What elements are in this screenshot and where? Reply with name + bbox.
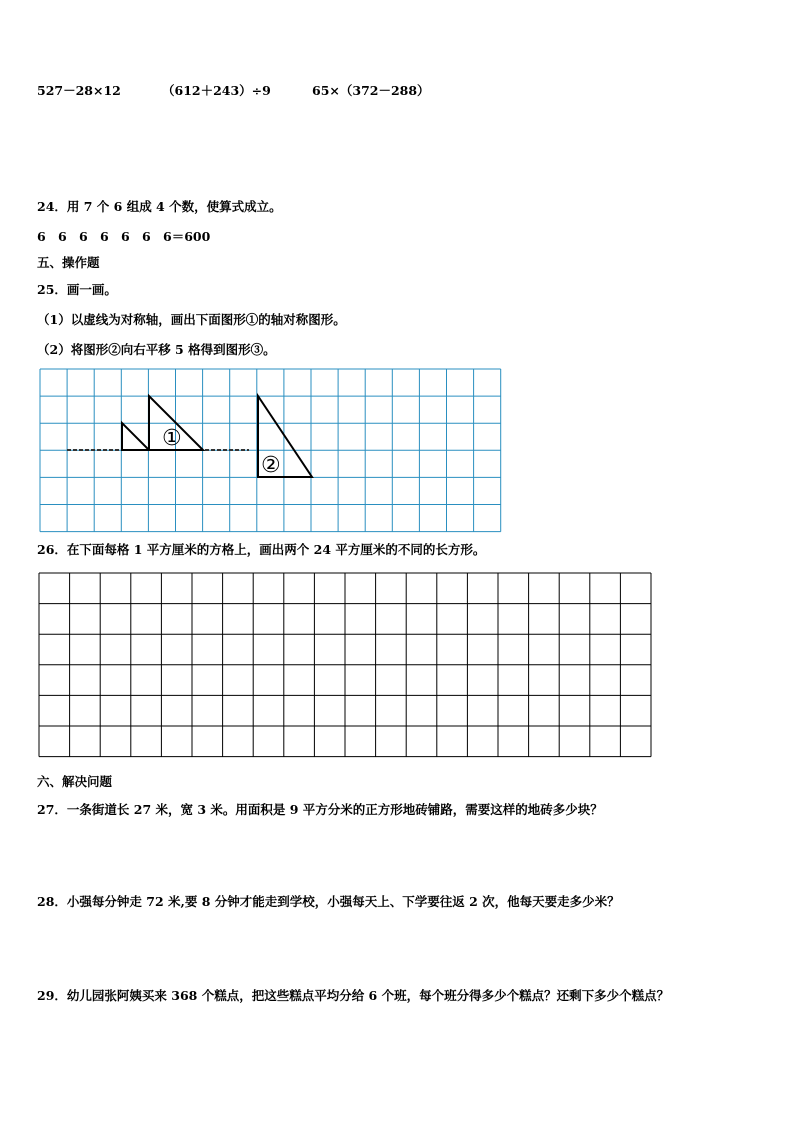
equation-term: 6 — [58, 229, 67, 244]
question-27: 27．一条街道长 27 米，宽 3 米。用面积是 9 平方分米的正方形地砖铺路，需要这样的地砖多少块？ — [37, 802, 603, 817]
question-24: 24．用 7 个 6 组成 4 个数，使算式成立。 — [37, 199, 282, 214]
question-25: 25．画一画。 — [37, 282, 117, 297]
equation-term: 6 — [142, 229, 151, 244]
question-28: 28．小强每分钟走 72 米,要 8 分钟才能走到学校，小强每天上、下学要往返 2 次，他每天要走多少米？ — [37, 894, 620, 909]
shape-1-small-triangle — [122, 423, 149, 450]
equation-term: 6＝600 — [163, 229, 211, 244]
q25-grid — [39, 368, 509, 533]
question-29: 29．幼儿园张阿姨买来 368 个糕点，把这些糕点平均分给 6 个班，每个班分得多少个糕点？还剩下多少个糕点？ — [37, 988, 670, 1003]
equation-term: 6 — [37, 229, 46, 244]
section-heading-5: 五、操作题 — [37, 255, 100, 270]
expression-2: （612＋243）÷9 — [162, 83, 271, 98]
section-heading-6: 六、解决问题 — [37, 774, 113, 789]
equation-term: 6 — [121, 229, 130, 244]
question-26: 26．在下面每格 1 平方厘米的方格上，画出两个 24 平方厘米的不同的长方形。 — [37, 542, 486, 557]
shape-2-label: ② — [261, 453, 281, 478]
grid-lines — [39, 573, 651, 757]
expression-1: 527－28×12 — [37, 83, 121, 98]
question-25-part-1: （1）以虚线为对称轴，画出下面图形①的轴对称图形。 — [37, 312, 346, 327]
shape-1-label: ① — [162, 426, 182, 451]
equation-term: 6 — [79, 229, 88, 244]
expression-3: 65×（372－288） — [312, 83, 430, 98]
question-25-part-2: （2）将图形②向右平移 5 格得到图形③。 — [37, 342, 276, 357]
q26-grid — [38, 572, 652, 766]
equation-term: 6 — [100, 229, 109, 244]
